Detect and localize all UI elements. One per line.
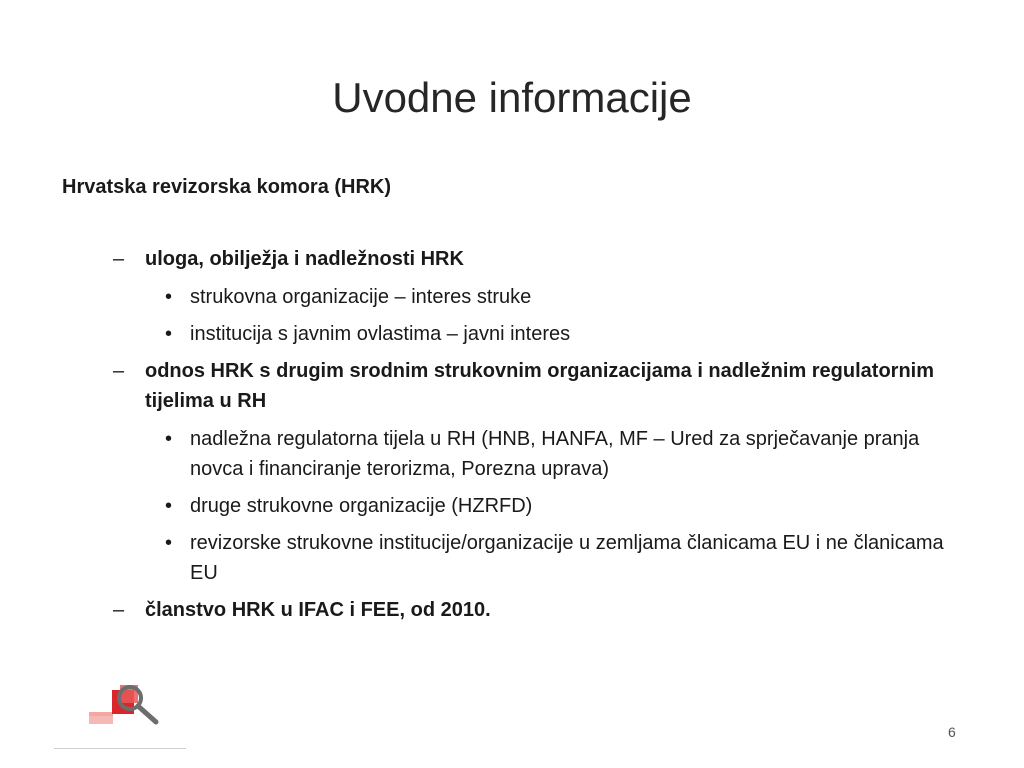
page-number: 6 — [948, 724, 956, 740]
list-item-text: uloga, obilježja i nadležnosti HRK — [145, 248, 464, 270]
dash-bullet: – — [113, 360, 125, 382]
bullet: • — [165, 532, 173, 554]
bullet: • — [165, 323, 173, 345]
dash-bullet: – — [113, 599, 125, 621]
slide-title: Uvodne informacije — [332, 74, 692, 121]
list-item — [62, 356, 962, 416]
sub-list-item — [62, 528, 962, 588]
logo-handle — [138, 706, 156, 722]
dash-bullet: – — [113, 248, 125, 270]
sub-list-item — [62, 282, 962, 312]
sub-list-item-text: druge strukovne organizacije (HZRFD) — [190, 495, 533, 517]
sub-list-item — [62, 319, 962, 349]
bullet: • — [165, 495, 173, 517]
bullet: • — [165, 428, 173, 450]
sub-list-item-text: nadležna regulatorna tijela u RH (HNB, HANFA, MF – Ured za sprječavanje pranja novca i financiranje terorizma, Porezna uprava) — [190, 428, 920, 480]
magnifier-logo-icon — [86, 682, 162, 734]
list-item-text: članstvo HRK u IFAC i FEE, od 2010. — [145, 599, 491, 621]
list-item-text: odnos HRK s drugim srodnim strukovnim organizacijama i nadležnim regulatornim tijelima u RH — [145, 360, 935, 412]
slide-content — [62, 172, 962, 633]
sub-list-item-text: institucija s javnim ovlastima – javni interes — [190, 323, 571, 345]
list-item — [62, 244, 962, 274]
footer-divider — [54, 748, 186, 749]
sub-list-item — [62, 424, 962, 484]
list-item — [62, 595, 962, 625]
bullet: • — [165, 286, 173, 308]
sub-list-item-text: strukovna organizacije – interes struke — [190, 286, 532, 308]
section-heading: Hrvatska revizorska komora (HRK) — [62, 176, 392, 198]
sub-list-item-text: revizorske strukovne institucije/organizacije u zemljama članicama EU i ne članicama EU — [190, 532, 944, 584]
sub-list-item — [62, 491, 962, 521]
